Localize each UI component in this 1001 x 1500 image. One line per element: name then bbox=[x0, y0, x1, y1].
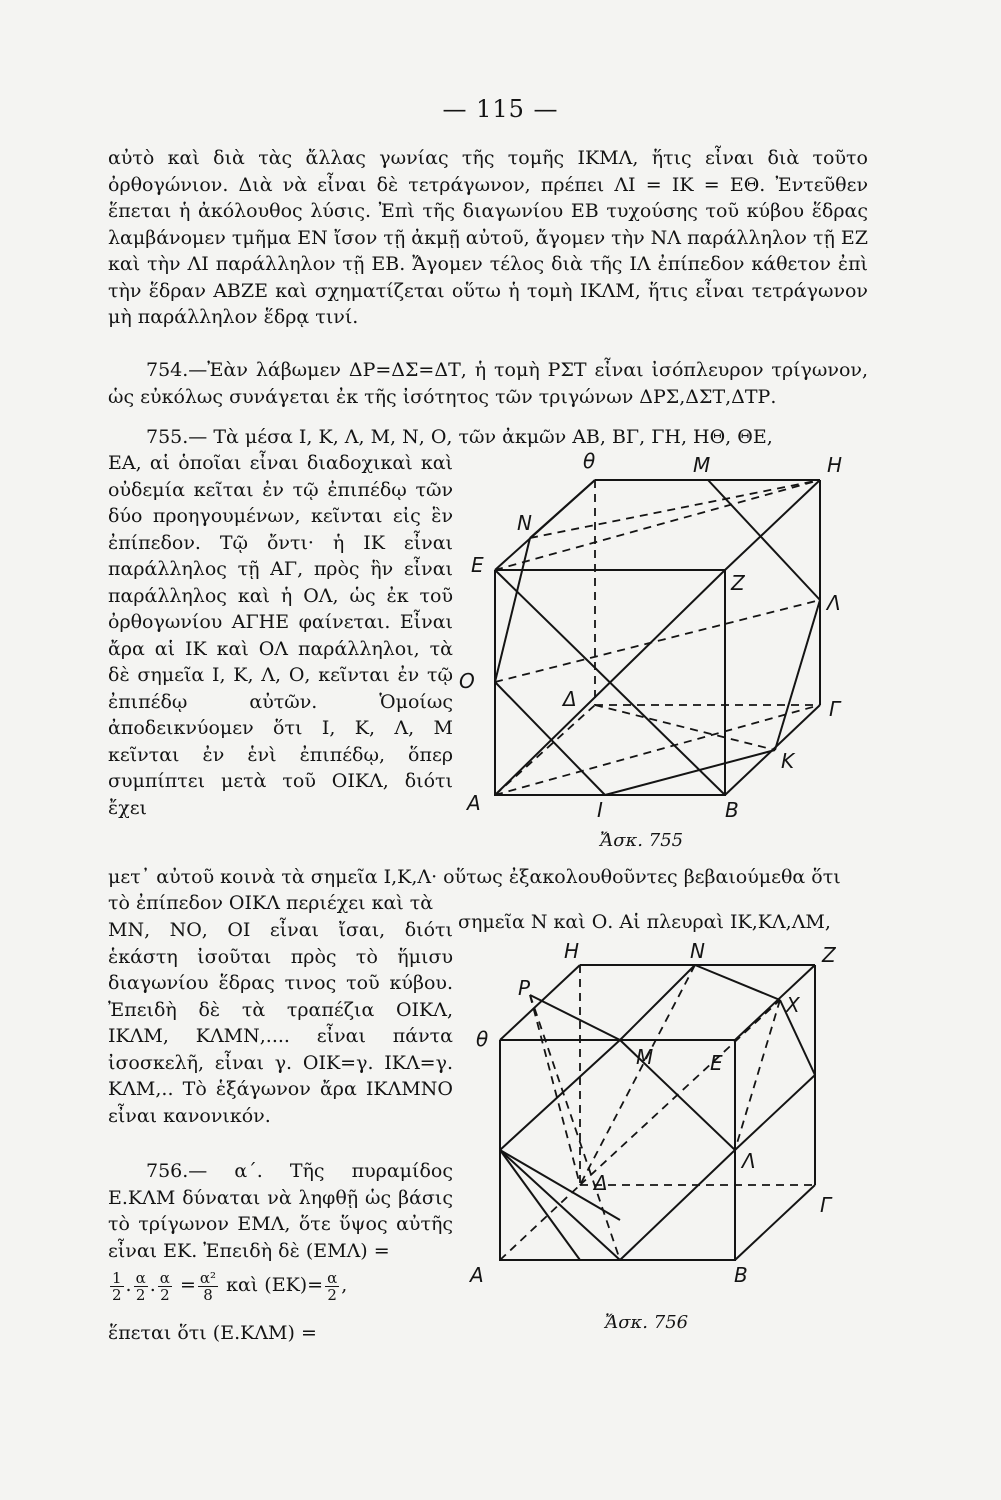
exercise-756-text: 756.— α΄. Τῆς πυραμίδος Ε.ΚΛΜ δύναται νὰ ληφθῇ ὡς βάσις τὸ τρίγωνον ΕΜΛ, ὅτε ὕψος αὐτῆς εἶναι ΕΚ. Ἐπειδὴ δὲ (ΕΜΛ) = bbox=[108, 1160, 453, 1262]
exercise-755-left-line bbox=[108, 890, 453, 917]
fraction-4-num: α² bbox=[199, 1268, 217, 1287]
fig756-label-M: M bbox=[636, 1045, 654, 1069]
fraction-3-den: 2 bbox=[160, 1285, 170, 1304]
figure-755 bbox=[455, 450, 875, 820]
fig756-label-B: B bbox=[734, 1263, 748, 1287]
fig756-label-A: A bbox=[470, 1263, 484, 1287]
fig756-label-Gamma: Γ bbox=[820, 1193, 832, 1217]
fraction-5 bbox=[325, 1270, 339, 1303]
figure-756 bbox=[460, 940, 880, 1310]
fraction-2-den: 2 bbox=[135, 1285, 146, 1304]
page-number: — 115 — bbox=[442, 95, 559, 123]
exercise-755-end-text: ΜΝ, ΝΟ, ΟΙ εἶναι ἴσαι, διότι ἑκάστη ἰσοῦται πρὸς τὸ ἥμισυ διαγωνίου ἕδρας τινος τοῦ κύβου. Ἐπειδὴ δὲ τὰ τραπέζια ΟΙΚΛ, ΙΚΛΜ, ΚΛΜΝ,.... εἶναι πάντα ἰσοσκελῆ, εἶναι γ. ΟΙΚ=γ. ΙΚΛ=γ. ΚΛΜ,.. Τὸ ἑξάγωνον ἄρα ΙΚΛΜΝΟ εἶναι κανονικόν. bbox=[108, 919, 453, 1127]
exercise-755-full-text: μετ᾽ αὐτοῦ κοινὰ τὰ σημεῖα Ι,Κ,Λ· οὕτως ἐξακολουθοῦντες βεβαιούμεθα ὅτι bbox=[108, 866, 841, 888]
fraction-5-den: 2 bbox=[327, 1285, 337, 1304]
fraction-4 bbox=[198, 1270, 218, 1303]
fig756-label-Z: Z bbox=[822, 943, 836, 967]
fig756-label-E: E bbox=[710, 1051, 723, 1075]
exercise-755-heading bbox=[108, 424, 868, 451]
figure-756-drawing bbox=[460, 940, 880, 1310]
label-A: A bbox=[467, 791, 481, 815]
label-Lambda: Λ bbox=[827, 591, 841, 615]
fig756-label-N: N bbox=[690, 940, 705, 963]
exercise-755-column bbox=[108, 450, 453, 821]
fig756-label-Lambda: Λ bbox=[742, 1149, 756, 1173]
label-Delta: Δ bbox=[563, 687, 577, 711]
exercise-755-start: 755.— Τὰ μέσα Ι, Κ, Λ, Μ, Ν, Ο, τῶν ἀκμῶν ΑΒ, ΒΓ, ΓΗ, ΗΘ, ΘΕ, bbox=[146, 426, 773, 448]
label-K: K bbox=[781, 749, 795, 773]
label-B: B bbox=[725, 798, 739, 820]
label-I: I bbox=[597, 798, 603, 820]
intro-paragraph bbox=[108, 145, 868, 331]
label-M: M bbox=[693, 453, 711, 477]
label-O: O bbox=[459, 669, 475, 693]
formula-line: $\frac{1}{2}$ . $\frac{\alpha}{2}$ . $\frac{\alpha}{2}$ = $\frac{\text{α²}}{8}$ καὶ (ΕΚ)= $\frac{\alpha}{2}$ , bbox=[112, 1268, 348, 1304]
fraction-2-num: α bbox=[135, 1268, 146, 1287]
exercise-755-right-text: σημεῖα Ν καὶ Ο. Αἱ πλευραὶ ΙΚ,ΚΛ,ΛΜ, bbox=[458, 911, 831, 933]
figure-756-caption: Ἄσκ. 756 bbox=[605, 1312, 689, 1333]
figure-755-caption: Ἄσκ. 755 bbox=[600, 830, 684, 851]
fraction-5-num: α bbox=[327, 1268, 338, 1287]
exercise-755-end bbox=[108, 917, 453, 1129]
fig756-label-theta: θ bbox=[476, 1027, 489, 1051]
exercise-754 bbox=[108, 357, 868, 410]
fraction-1 bbox=[110, 1270, 124, 1303]
label-H: H bbox=[827, 453, 843, 477]
exercise-755-full-line bbox=[108, 864, 868, 891]
fig756-label-P: P bbox=[518, 976, 531, 1000]
fraction-3-num: α bbox=[159, 1268, 170, 1287]
intro-text: αὐτὸ καὶ διὰ τὰς ἄλλας γωνίας τῆς τομῆς ΙΚΜΛ, ἥτις εἶναι διὰ τοῦτο ὀρθογώνιον. Διὰ νὰ εἶναι δὲ τετράγωνον, πρέπει ΛΙ = ΙΚ = ΕΘ. Ἐντεῦθεν ἕπεται ἡ ἀκόλουθος λύσις. Ἐπὶ τῆς διαγωνίου ΕΒ τυχούσης τοῦ κύβου ἕδρας λαμβάνομεν τμῆμα ΕΝ ἴσον τῇ ἀκμῇ αὐτοῦ, ἄγομεν τὴν ΝΛ παράλληλον τῇ ΕΖ καὶ τὴν ΛΙ παράλληλον τῇ ΕΒ. Ἄγομεν τέλος διὰ τῆς ΙΛ ἐπίπεδον κάθετον ἐπὶ τὴν ἕδραν ΑΒΖΕ καὶ σχηματίζεται οὕτω ἡ τομὴ ΙΚΛΜ, ἥτις εἶναι τετράγωνον μὴ παράλληλον ἕδρᾳ τινί. bbox=[108, 147, 868, 328]
fig756-label-H: H bbox=[564, 940, 580, 963]
label-E: E bbox=[471, 553, 484, 577]
label-N: N bbox=[517, 511, 532, 535]
formula-middle: καὶ (ΕΚ)= bbox=[226, 1274, 324, 1296]
label-theta: θ bbox=[583, 450, 596, 473]
label-Z: Z bbox=[731, 571, 745, 595]
exercise-755-column-text: ΕΑ, αἱ ὁποῖαι εἶναι διαδοχικαὶ καὶ οὐδεμία κεῖται ἐν τῷ ἐπιπέδῳ τῶν δύο προηγουμένων, κεῖνται εἰς ἓν ἐπίπεδον. Τῷ ὄντι· ἡ ΙΚ εἶναι παράλληλος τῇ ΑΓ, πρὸς ἣν εἶναι παράλληλος καὶ ἡ ΟΛ, ὡς ἐκ τοῦ ὀρθογωνίου ΑΓΗΕ φαίνεται. Εἶναι ἄρα αἱ ΙΚ καὶ ΟΛ παράλληλοι, τὰ δὲ σημεῖα Ι, Κ, Λ, Ο, κεῖνται ἐν τῷ ἐπιπέδῳ αὐτῶν. Ὁμοίως ἀποδεικνύομεν ὅτι Ι, Κ, Λ, Μ κεῖνται ἐν ἑνὶ ἐπιπέδῳ, ὅπερ συμπίπτει μετὰ τοῦ ΟΙΚΛ, διότι ἔχει bbox=[108, 452, 453, 819]
exercise-754-text: 754.—Ἐὰν λάβωμεν ΔΡ=ΔΣ=ΔΤ, ἡ τομὴ ΡΣΤ εἶναι ἰσόπλευρον τρίγωνον, ὡς εὐκόλως συνάγεται ἐκ τῆς ἰσότητος τῶν τριγώνων ΔΡΣ,ΔΣΤ,ΔΤΡ. bbox=[108, 359, 868, 408]
fraction-1-num: 1 bbox=[112, 1268, 122, 1287]
fraction-1-den: 2 bbox=[112, 1285, 122, 1304]
fig756-label-Delta: Δ bbox=[594, 1171, 608, 1195]
label-Gamma: Γ bbox=[829, 697, 841, 721]
final-line-text: ἕπεται ὅτι (Ε.ΚΛΜ) = bbox=[108, 1322, 317, 1344]
fraction-2 bbox=[134, 1270, 148, 1303]
final-line bbox=[108, 1320, 453, 1347]
fraction-3 bbox=[158, 1270, 172, 1303]
exercise-755-left-text: τὸ ἐπίπεδον ΟΙΚΛ περιέχει καὶ τὰ bbox=[108, 892, 434, 914]
fraction-4-den: 8 bbox=[203, 1285, 213, 1304]
figure-755-drawing bbox=[455, 450, 875, 820]
fig756-label-X: X bbox=[786, 993, 800, 1017]
exercise-756 bbox=[108, 1158, 453, 1264]
